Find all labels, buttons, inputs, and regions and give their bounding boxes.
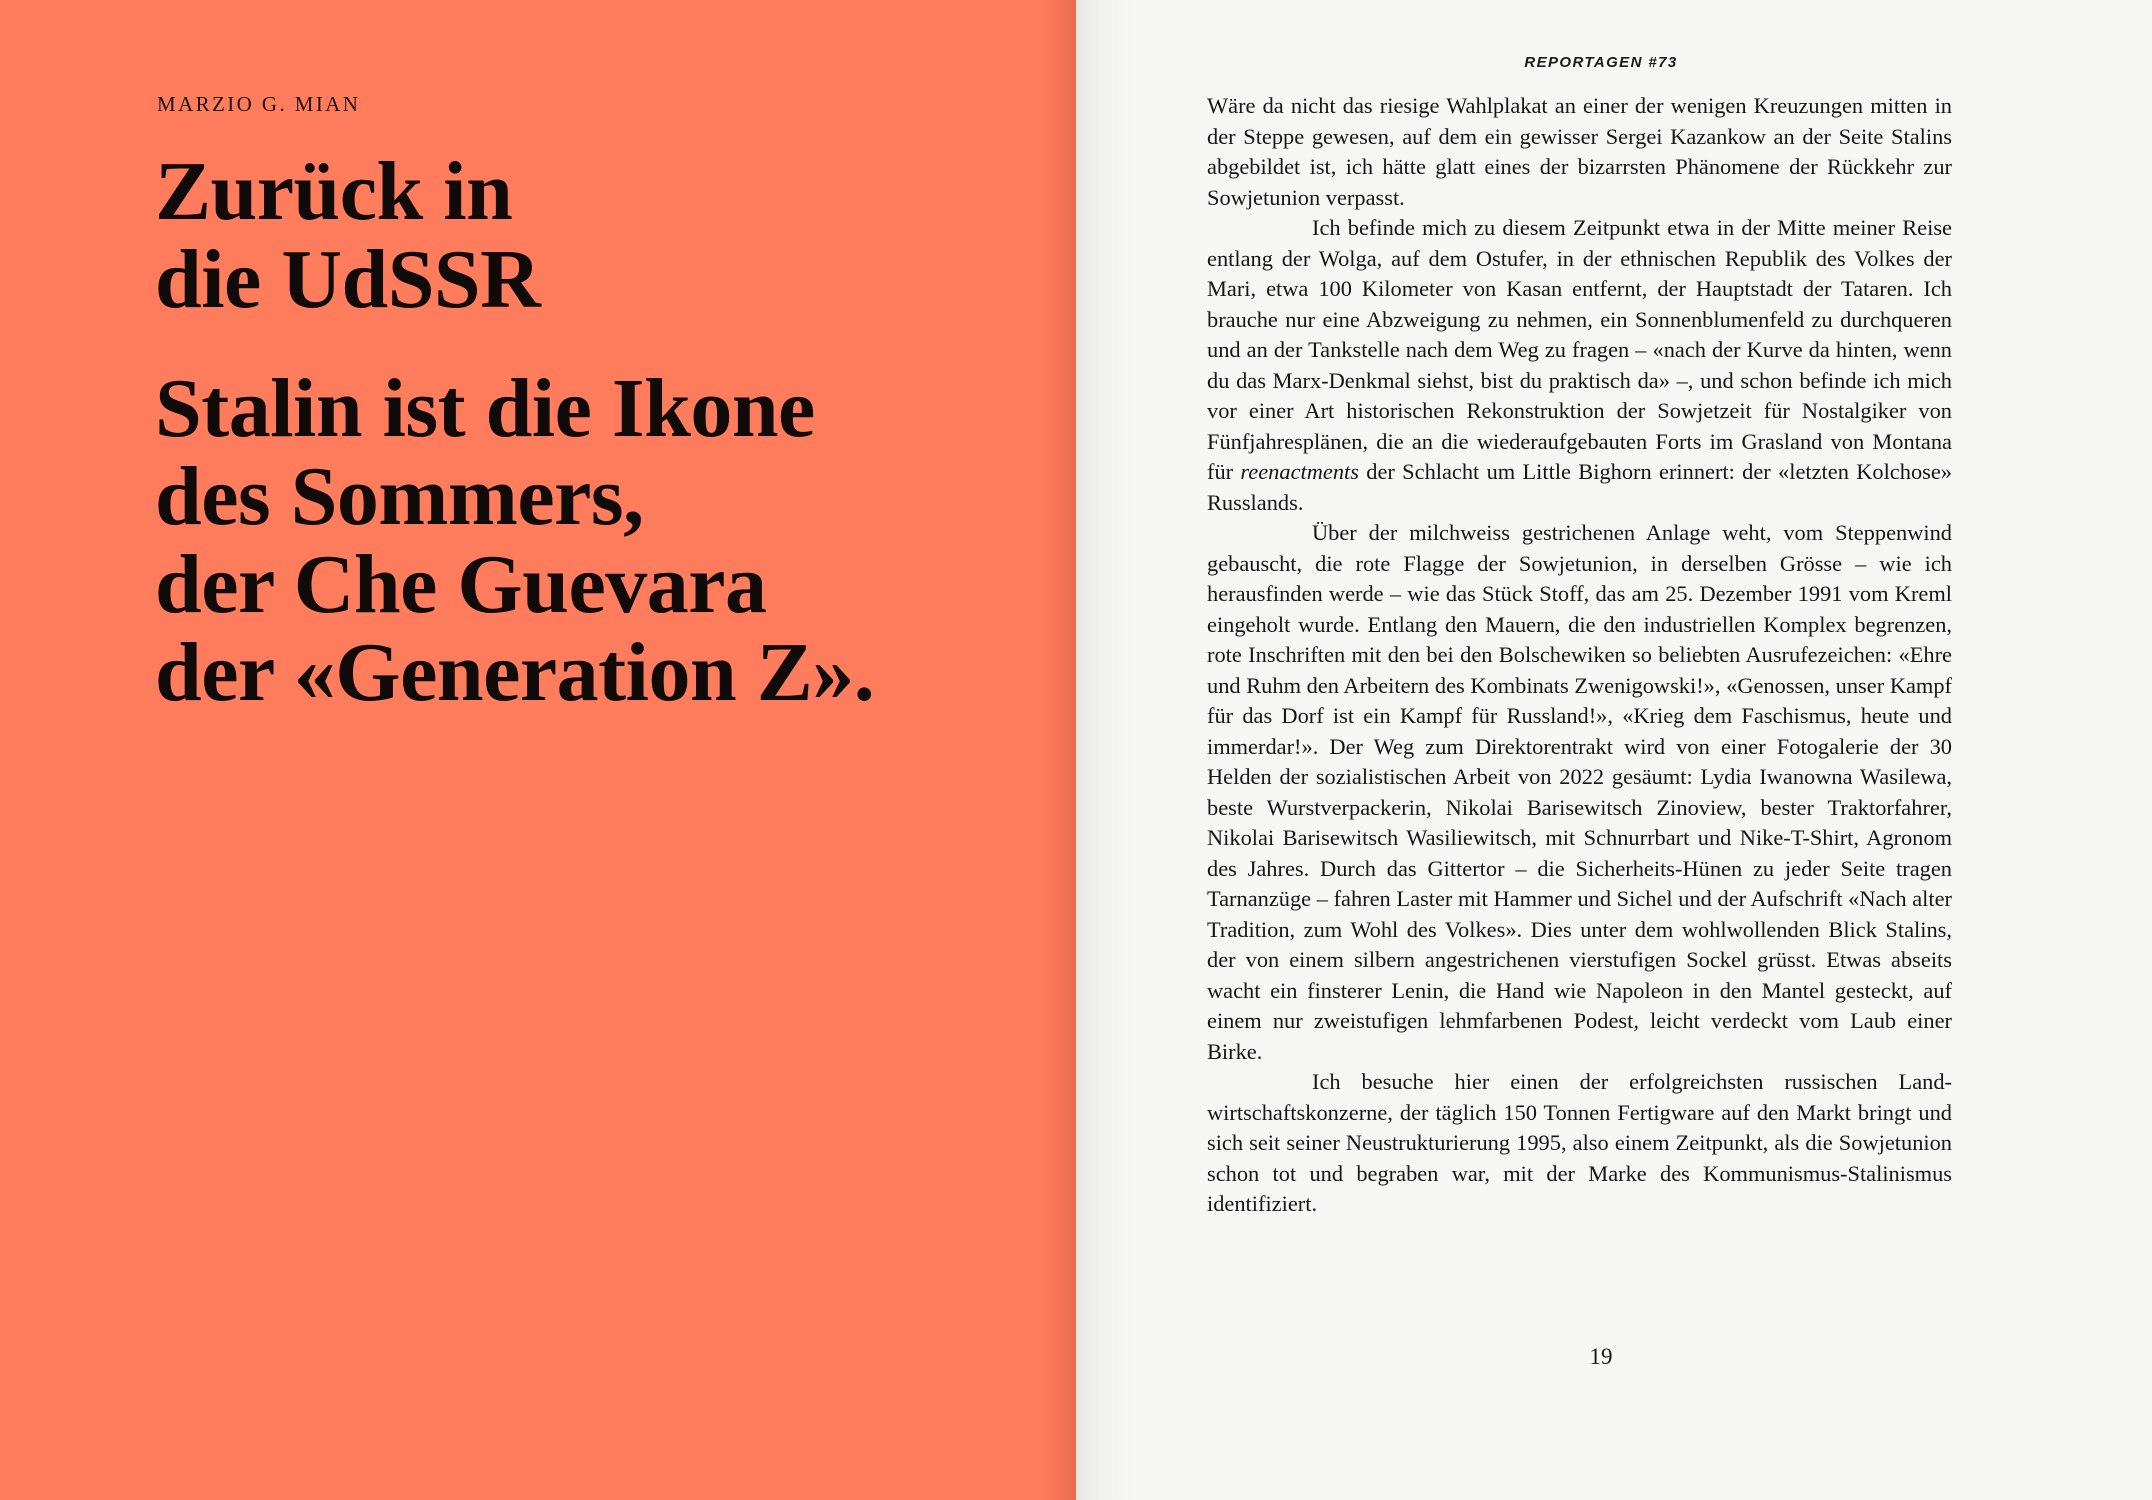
body-paragraph <box>1207 91 1952 213</box>
paragraph-text: Ich besuche hier einen der erfolgreichsten russischen Landwirtschaftskonzerne, der täglich 150 Tonnen Fertigware auf den Markt bringt und sich seit seiner Neustrukturierung 1995, also einem Zeitpunkt, als die Sowjetunion schon tot und begraben war, mit der Marke des Kommunismus-Stalinismus identifiziert. <box>1207 1069 1952 1216</box>
running-head: REPORTAGEN #73 <box>1524 54 1678 71</box>
subtitle-line: Stalin ist die Ikone <box>155 362 815 455</box>
paragraph-text: Über der milchweiss gestrichenen Anlage weht, vom Steppenwind gebauscht, die rote Flagge der Sowjetunion, in derselben Grösse – wie ich herausfinden werde – wie das Stück Stoff, das am 25. Dezember 1991 vom Kreml eingeholt wurde. Entlang den Mauern, die den industriellen Komplex begrenzen, rote Inschriften mit den bei den Bolschewiken so beliebten Ausrufezeichen: «Ehre und Ruhm den Arbeitern des Kombinats Zwenigowski!», «Genossen, unser Kampf für das Dorf ist ein Kampf für Russland!», «Krieg dem Faschismus, heute und immerdar!». Der Weg zum Direktorentrakt wird von einer Fotogalerie der 30 Helden der sozialistischen Arbeit von 2022 gesäumt: Lydia Iwanowna Wasilewa, beste Wurstverpackerin, Nikolai Barisewitsch Zinoview, bester Traktorfahrer, Nikolai Barisewitsch Wasiliewitsch, mit Schnurrbart und Nike-T-Shirt, Agronom des Jahres. Durch das Gittertor – die Sicherheits-Hünen zu jeder Seite tragen Tarnanzüge – fahren Laster mit Hammer und Sichel und der Aufschrift «Nach alter Tradition, zum Wohl des Volkes». Dies unter dem wohlwollenden Blick Stalins, der von einem silbern angestrichenen vierstufigen Sockel grüsst. Etwas abseits wacht ein finsterer Lenin, die Hand wie Napoleon in den Mantel gesteckt, auf einem nur zweistufigen lehmfarbenen Podest, leicht verdeckt vom Laub einer Birke. <box>1207 520 1952 1064</box>
subtitle-line: des Sommers, <box>155 450 644 543</box>
book-spine-shadow <box>1040 0 1076 1500</box>
subtitle-line: der «Generation Z». <box>155 626 875 719</box>
page-number: 19 <box>1589 1344 1613 1369</box>
article-body <box>1207 91 1952 1220</box>
title-line: Zurück in <box>155 145 513 238</box>
article-title <box>155 145 1035 326</box>
italic-term: reenactments <box>1240 459 1359 484</box>
author-name: MARZIO G. MIAN <box>157 92 361 116</box>
paragraph-text: der Schlacht um Little Bighorn erinnert: der «letzten Kolchose» Russlands. <box>1207 459 1952 515</box>
subtitle-line: der Che Guevara <box>155 538 767 631</box>
body-paragraph <box>1207 518 1952 1067</box>
article-subtitle <box>155 362 1055 719</box>
title-line: die UdSSR <box>155 233 541 326</box>
body-paragraph <box>1207 213 1952 518</box>
body-paragraph <box>1207 1067 1952 1220</box>
paragraph-text: Wäre da nicht das riesige Wahlplakat an einer der wenigen Kreuzungen mitten in der Steppe gewesen, auf dem ein gewisser Sergei Kazankow an der Seite Stalins abgebildet ist, ich hätte glatt eines der bizarrsten Phänomene der Rückkehr zur Sowjetunion verpasst. <box>1207 93 1952 210</box>
paragraph-text: Ich befinde mich zu diesem Zeitpunkt etwa in der Mitte meiner Reise entlang der Wolga, auf dem Ostufer, in der ethnischen Republik des Volkes der Mari, etwa 100 Kilometer von Kasan entfernt, der Hauptstadt der Tataren. Ich brauche nur eine Abzweigung zu nehmen, ein Sonnenblumenfeld zu durchqueren und an der Tankstelle nach dem Weg zu fragen – «nach der Kurve da hinten, wenn du das Marx-Denkmal siehst, bist du praktisch da» –, und schon befinde ich mich vor einer Art historischen Rekonstruktion der Sowjetzeit für Nostalgiker von Fünfjahresplänen, die an die wiederaufgebauten Forts im Grasland von Montana für <box>1207 215 1952 484</box>
